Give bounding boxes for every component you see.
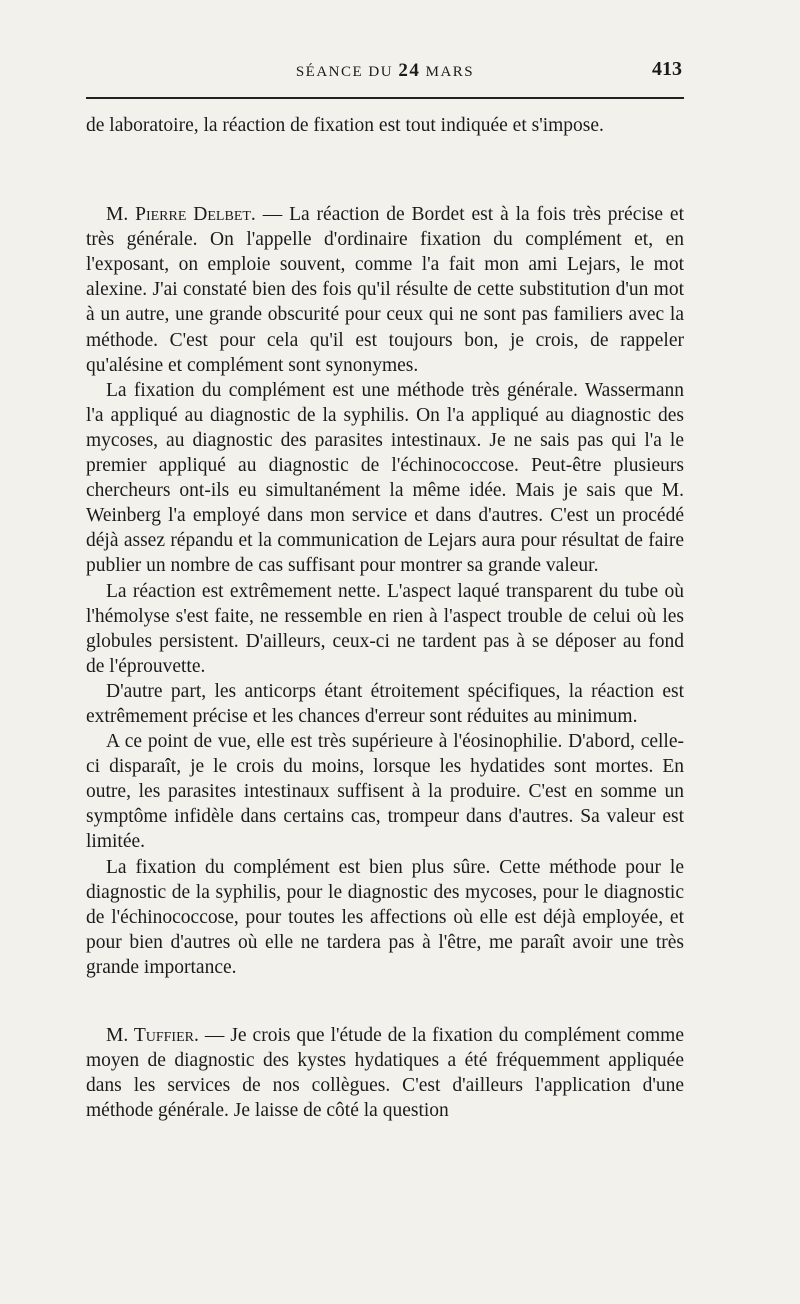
header-rule [86, 97, 684, 99]
paragraph-tuffier [86, 1023, 684, 1123]
speaker-name: M. Tuffier. [106, 1025, 199, 1046]
paragraph-delbet [86, 202, 684, 378]
page-header [86, 60, 684, 86]
paragraph-text: — La réaction de Bordet est à la fois très précise et très générale. On l'appelle d'ordinaire fixation du complément et, en l'exposant, on emploie souvent, comme l'a fait mon ami Lejars, le mot alexine. J'ai constaté bien des fois qu'il résulte de cette substitution d'un mot à un autre, une grande obscurité pour ceux qui ne sont pas familiers avec la méthode. C'est pour cela qu'il est toujours bon, je crois, de rappeler qu'alésine et complément sont synonymes. [86, 204, 684, 376]
running-title-number: 24 [398, 60, 421, 81]
paragraph: La réaction est extrêmement nette. L'aspect laqué transparent du tube où l'hémolyse s'est faite, ne ressemble en rien à l'aspect trouble de celui où les globules persistent. D'ailleurs, ceux-ci ne tardent pas à se déposer au fond de l'éprouvette. [86, 580, 684, 677]
running-title-pre: SÉANCE DU [295, 64, 399, 80]
running-title-post: MARS [420, 64, 475, 80]
paragraph-continuation: de laboratoire, la réaction de fixation est tout indiquée et s'impose. [86, 115, 604, 136]
page-number: 413 [652, 58, 682, 80]
body-text [86, 113, 684, 1123]
paragraph-text: — Je crois que l'étude de la fixation du complément comme moyen de diagnostic des kystes hydatiques a été fréquemment appliquée dans les services de nos collègues. C'est d'ailleurs l'application d'une méthode générale. Je laisse de côté la question [86, 1025, 685, 1122]
paragraph: A ce point de vue, elle est très supérieure à l'éosinophilie. D'abord, celle-ci disparaît, je le crois du moins, lorsque les hydatides sont mortes. En outre, les parasites intestinaux suffisent à la produire. C'est en somme un symptôme infidèle dans certains cas, trompeur dans d'autres. Sa valeur est limitée. [86, 731, 684, 853]
paragraph: D'autre part, les anticorps étant étroitement spécifiques, la réaction est extrêmement précise et les chances d'erreur sont réduites au minimum. [86, 680, 684, 727]
paragraph: La fixation du complément est une méthode très générale. Wassermann l'a appliqué au diagnostic de la syphilis. On l'a appliqué au diagnostic des mycoses, au diagnostic des parasites intestinaux. Je ne sais pas qui l'a le premier appliqué au diagnostic de l'échinococcose. Peut-être plusieurs chercheurs ont-ils eu simultanément la même idée. Mais je sais que M. Weinberg l'a employé dans mon service et dans d'autres. C'est un procédé déjà assez répandu et la communication de Lejars aura pour résultat de faire publier un nombre de cas suffisant pour montrer sa grande valeur. [86, 379, 684, 577]
running-title [86, 60, 684, 82]
paragraph: La fixation du complément est bien plus sûre. Cette méthode pour le diagnostic de la syphilis, pour le diagnostic des mycoses, pour le diagnostic de l'échinococcose, pour toutes les affections où elle est déjà employée, et pour bien d'autres où elle ne tardera pas à l'être, me paraît avoir une très grande importance. [86, 856, 684, 978]
speaker-name: M. Pierre Delbet. [106, 204, 256, 226]
